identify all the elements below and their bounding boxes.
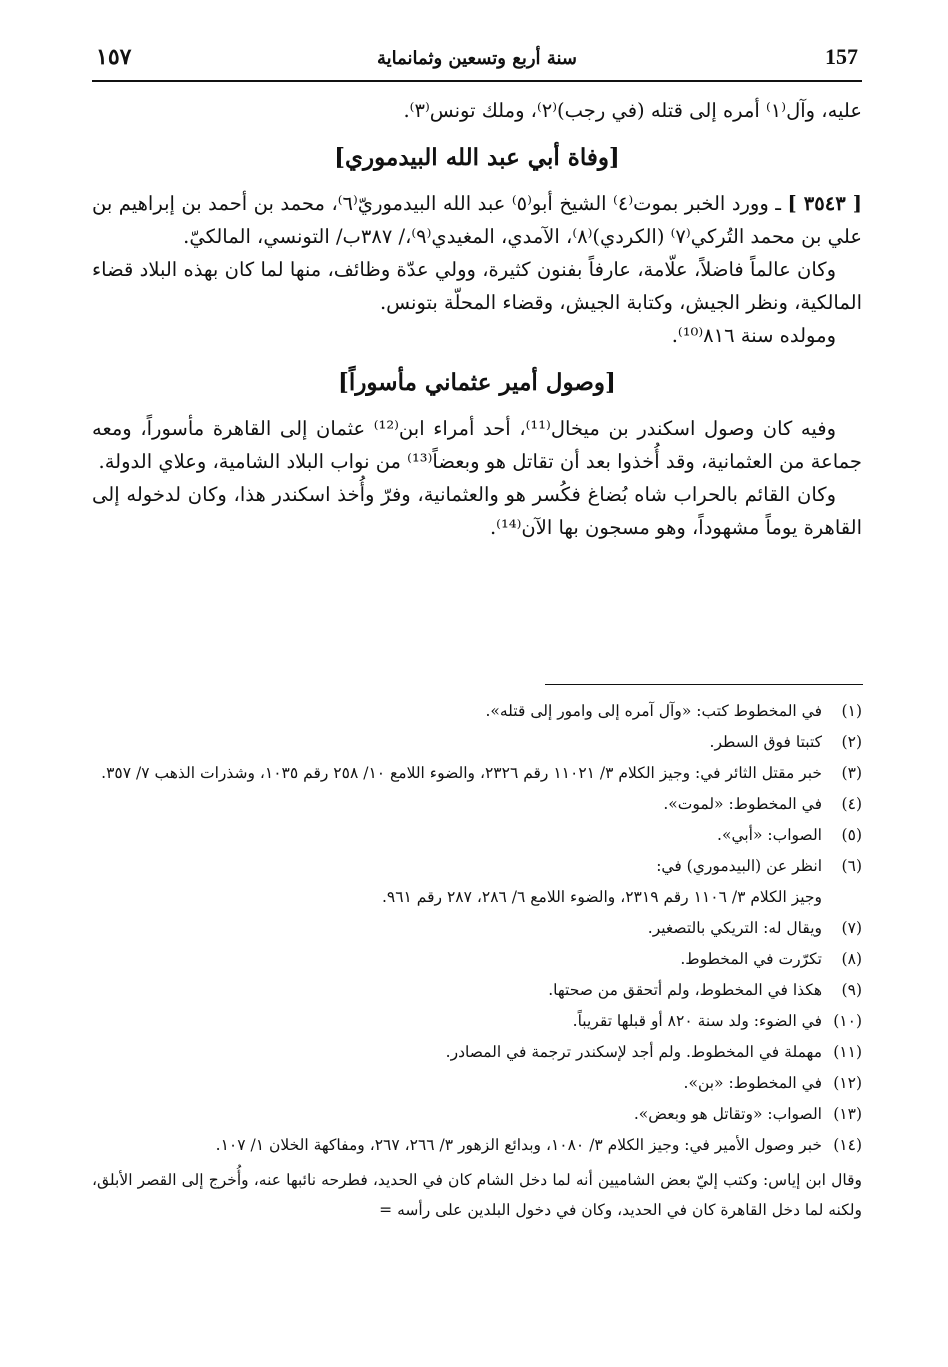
footnote-text: هكذا في المخطوط، ولم أتحقق من صحتها. [548,981,822,999]
footnote-divider [545,684,863,685]
footnote [92,851,862,882]
footnote-text: خبر وصول الأمير في: وجيز الكلام ٣/ ١٠٨٠، وبدائع الزهور ٣/ ٢٦٦، ٢٦٧، ومفاكهة الخلان ١/ ١٠٧. [215,1136,822,1154]
footnote [92,944,862,975]
footnote [92,1006,862,1037]
footnote-text: تكرّرت في المخطوط. [680,950,822,968]
footnote-number: (١٤) [833,1136,862,1154]
paragraph-continuation: عليه، وآل⁽١⁾ أمره إلى قتله (في رجب)⁽٢⁾، وملك تونس⁽٣⁾. [403,99,862,122]
footnote [92,727,862,758]
footnote-number: (٨) [841,950,862,968]
footnote-text: وجيز الكلام ٣/ ١١٠٦ رقم ٢٣١٩، والضوء اللامع ٦/ ٢٨٦، ٢٨٧ رقم ٩٦١. [381,888,822,906]
running-title: سنة أربع وتسعين وثمانماية [377,48,577,69]
footnote-number: (١٢) [833,1074,862,1092]
page-header [92,40,862,82]
footnote-text: الصواب: «أبي». [717,826,822,844]
footnote-number: (٩) [841,981,862,999]
footnote [92,789,862,820]
footnote-number: (١٠) [833,1012,862,1030]
entry-text: ـ وورد الخبر بموت⁽٤⁾ الشيخ أبو⁽٥⁾ عبد الله البيدموريّ⁽٦⁾، محمد بن أحمد بن إبراهيم بن علي بن محمد التُركي⁽٧⁾ (الكردي)⁽٨⁾، الآمدي، المغيدي⁽٩⁾،/ ٣٨٧ب/ التونسي، المالكيّ. [92,192,862,248]
footnote-number: (١١) [833,1043,862,1061]
footnote [92,696,862,727]
footnote [92,975,862,1006]
footnote [92,913,862,944]
footnote-text: مهملة في المخطوط. ولم أجد لإسكندر ترجمة في المصادر. [445,1043,822,1061]
footnote-number: (٥) [841,826,862,844]
footnote-text: الصواب: «وتقاتل هو وبعض». [633,1105,822,1123]
section-heading-death-notice: [وفاة أبي عبد الله البيدموري] [334,144,620,171]
footnote-number: (٧) [841,919,862,937]
footnote-number: (١٣) [833,1105,862,1123]
footnote-continuation [92,882,862,913]
paragraph-birth: ومولده سنة ٨١٦⁽¹⁰⁾. [671,324,836,347]
footnote-text: انظر عن (البيدموري) في: [656,857,822,875]
footnote-text: ويقال له: التريكي بالتصغير. [647,919,822,937]
footnotes [92,696,862,1225]
footnote-number: (٣) [841,764,862,782]
main-text [92,94,862,544]
footnote [92,1068,862,1099]
footnote-number: (٤) [841,795,862,813]
paragraph-arrival: وفيه كان وصول اسكندر بن ميخال⁽¹¹⁾، أحد أمراء ابن⁽¹²⁾ عثمان إلى القاهرة مأسوراً، ومعه جماعة من العثمانية، وقد أُخذوا بعد أن تقاتل هو وبعضاً⁽¹³⁾ من نواب البلاد الشامية، وعلاي الدولة. [92,417,862,473]
paragraph-entry [92,187,862,253]
footnote-text: خبر مقتل الثائر في: وجيز الكلام ٣/ ١١٠٢١ رقم ٢٣٢٦، والضوء اللامع ١٠/ ٢٥٨ رقم ١٠٣٥، وشذرات الذهب ٧/ ٣٥٧. [101,764,822,782]
footnote [92,1130,862,1161]
footnote-number: (٦) [841,857,862,875]
footnote-text: في الضوء: ولد سنة ٨٢٠ أو قبلها تقريباً. [572,1012,822,1030]
entry-number: [ ٣٥٤٣ ] [787,192,863,215]
footnote [92,820,862,851]
footnote-number: (١) [841,702,862,720]
paragraph-biography: وكان عالماً فاضلاً، علّامة، عارفاً بفنون كثيرة، وولي عدّة وظائف، منها لما كان بهذه البلاد قضاء المالكية، ونظر الجيش، وكتابة الجيش، وقضاء المحلّة بتونس. [92,258,862,314]
footnote-text: في المخطوط: «لموت». [663,795,822,813]
page-number-latin: 157 [825,44,858,69]
footnote-text: في المخطوط: «بن». [683,1074,822,1092]
section-heading-captive-emir: [وصول أمير عثماني مأسوراً] [338,369,616,396]
footnote-text: في المخطوط كتب: «وآل آمره إلى وامور إلى قتله». [485,702,822,720]
paragraph-battle: وكان القائم بالحراب شاه بُضاغ فكُسر هو والعثمانية، وفرّ وأُخذ اسكندر هذا، وكان لدخوله إلى القاهرة يوماً مشهوداً، وهو مسجون بها الآن⁽¹⁴⁾. [92,483,862,539]
footnote [92,1099,862,1130]
page-number-arabic: ١٥٧ [96,44,132,70]
footnote-number [822,882,862,913]
footnote [92,1037,862,1068]
footnote-number: (٢) [841,733,862,751]
footnote-commentary: وقال ابن إياس: وكتب إليّ بعض الشاميين أنه لما دخل الشام كان في الحديد، فطرحه نائبها عنه، وأُخرج إلى القصر الأبلق، ولكنه لما دخل القاهرة كان في الحديد، وكان في دخول البلدين على رأسه = [92,1171,862,1219]
footnote-text: كتبتا فوق السطر. [709,733,822,751]
footnote [92,758,862,789]
